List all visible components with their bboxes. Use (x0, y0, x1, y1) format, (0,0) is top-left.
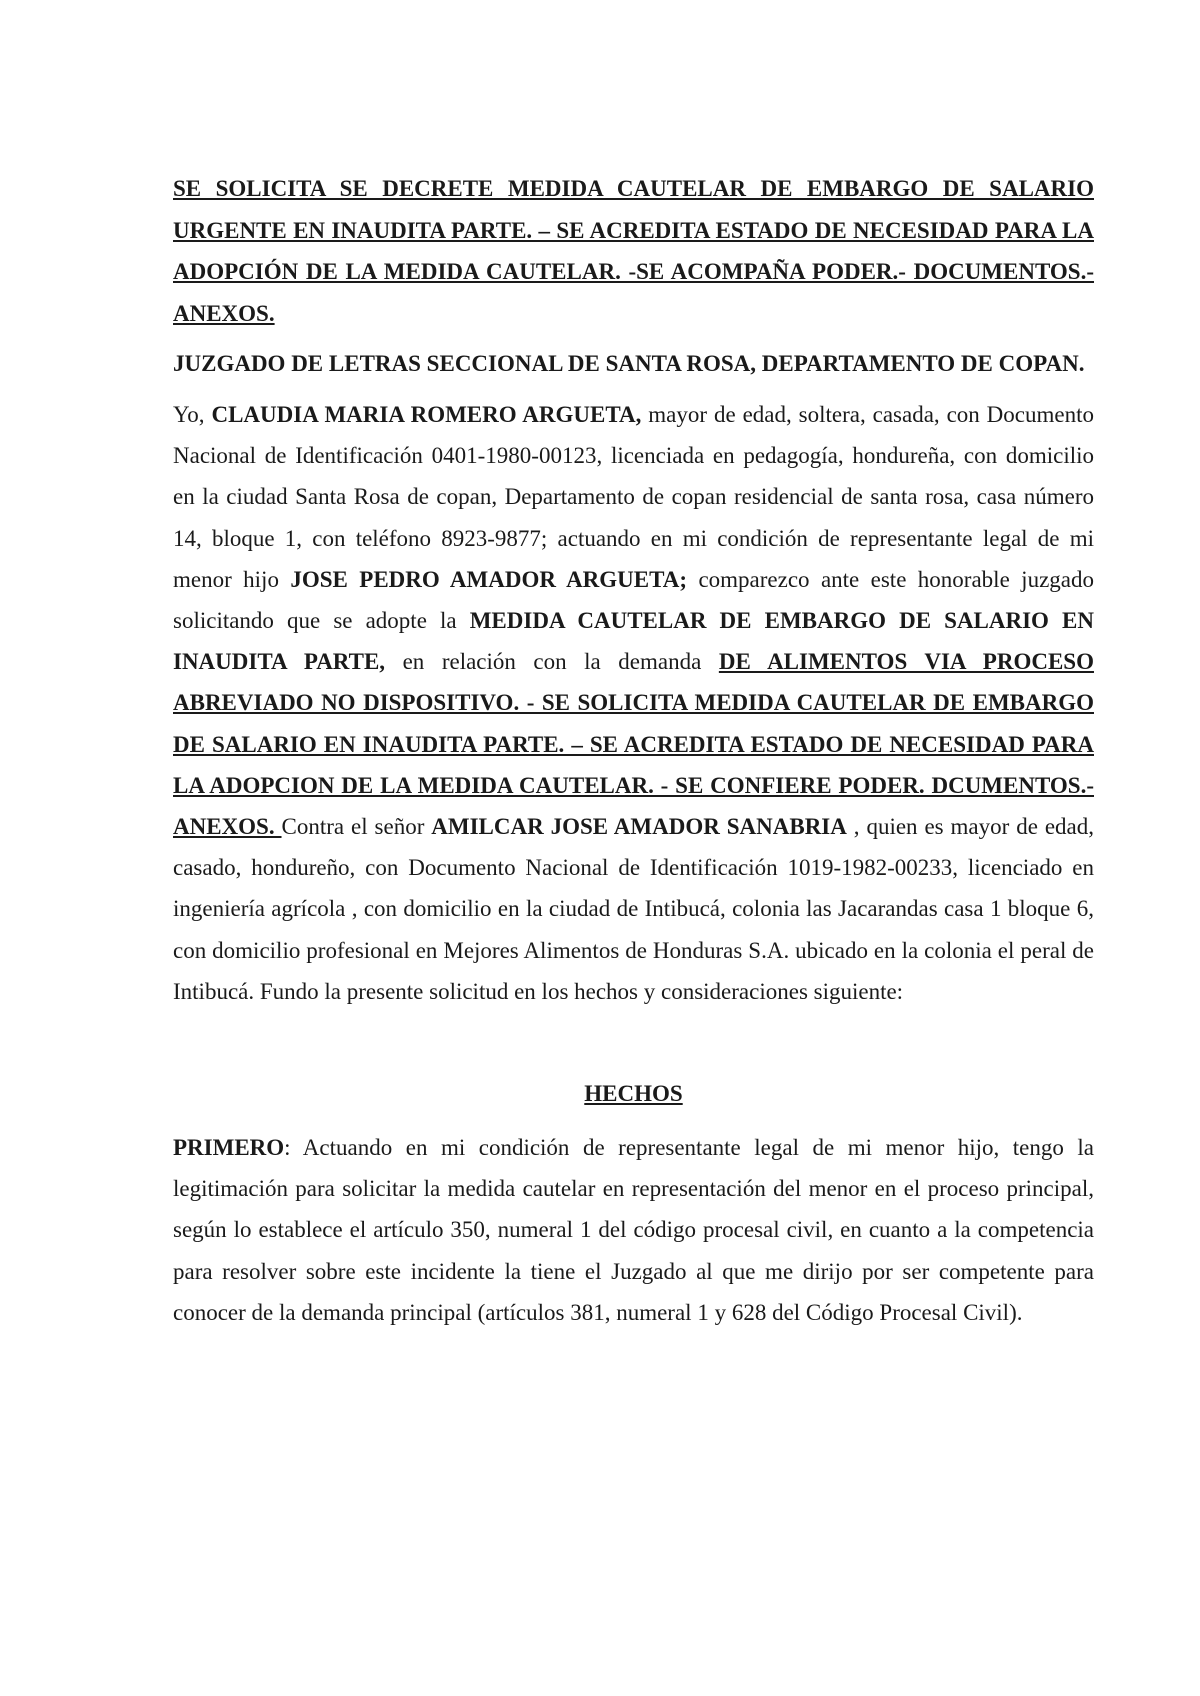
petitioner-name: CLAUDIA MARIA ROMERO ARGUETA, (211, 402, 642, 427)
intro-text-2: mayor de edad, soltera, casada, con Documento Nacional de Identificación 0401-1980-00123, licenciada en pedagogía, hondureña, con domicilio en la ciudad Santa Rosa de copan, Departamento de copan residencial de santa rosa, casa número 14, bloque 1, con teléfono 8923-9877; actuando en mi condición de representante legal de mi menor hijo (173, 402, 1094, 592)
fact-primero-text: : Actuando en mi condición de representante legal de mi menor hijo, tengo la legitimación para solicitar la medida cautelar en representación del menor en el proceso principal, según lo establece el artículo 350, numeral 1 del código procesal civil, en cuanto a la competencia para resolver sobre este incidente la tiene el Juzgado al que me dirijo por ser competente para conocer de la demanda principal (artículos 381, numeral 1 y 628 del Código Procesal Civil). (173, 1135, 1094, 1325)
intro-text-1: Yo, (173, 402, 212, 427)
fact-primero-label: PRIMERO (173, 1135, 285, 1161)
intro-text-3: comparezco ante este honorable juzgado solicitando que se adopte la (173, 566, 1094, 634)
intro-text-4: en relación con la demanda (385, 649, 719, 675)
document-page (173, 168, 1094, 1333)
fact-primero (173, 1127, 1094, 1333)
demand-title: DE ALIMENTOS VIA PROCESO ABREVIADO NO DISPOSITIVO. - SE SOLICITA MEDIDA CAUTELAR DE EMBARGO DE SALARIO EN INAUDITA PARTE. – SE ACREDITA ESTADO DE NECESIDAD PARA LA ADOPCION DE LA MEDIDA CAUTELAR. - SE CONFIERE PODER. DCUMENTOS.- ANEXOS. (173, 649, 1094, 840)
measure-name: MEDIDA CAUTELAR DE EMBARGO DE SALARIO EN INAUDITA PARTE, (173, 608, 1095, 675)
defendant-name: AMILCAR JOSE AMADOR SANABRIA (431, 814, 847, 840)
court-addressee: JUZGADO DE LETRAS SECCIONAL DE SANTA ROSA, DEPARTAMENTO DE COPAN. (173, 351, 1085, 376)
intro-text-6: , quien es mayor de edad, casado, hondureño, con Documento Nacional de Identificación 1019-1982-00233, licenciado en ingeniería agrícola , con domicilio en la ciudad de Intibucá, colonia las Jacarandas casa 1 bloque 6, con domicilio profesional en Mejores Alimentos de Honduras S.A. ubicado en la colonia el peral de Intibucá. Fundo la presente solicitud en los hechos y consideraciones siguiente: (173, 814, 1094, 1004)
section-title-hechos: HECHOS (584, 1081, 683, 1107)
intro-paragraph (173, 394, 1094, 1012)
document-header: SE SOLICITA SE DECRETE MEDIDA CAUTELAR DE EMBARGO DE SALARIO URGENTE EN INAUDITA PARTE. – SE ACREDITA ESTADO DE NECESIDAD PARA LA ADOPCIÓN DE LA MEDIDA CAUTELAR. -SE ACOMPAÑA PODER.- DOCUMENTOS.- ANEXOS. (173, 176, 1094, 326)
intro-text-5: Contra el señor (281, 814, 432, 840)
child-name: JOSE PEDRO AMADOR ARGUETA; (290, 566, 688, 592)
